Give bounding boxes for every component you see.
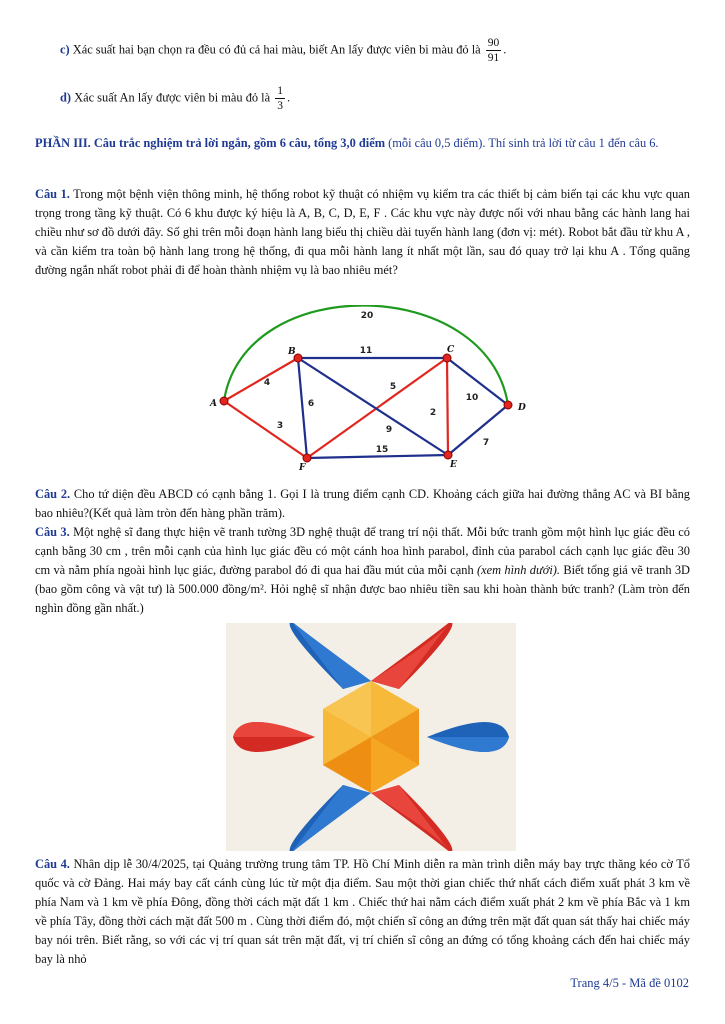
item-d: d) Xác suất An lấy được viên bi màu đỏ là $\frac{1}{3}$ . <box>60 85 291 112</box>
edge-e-d <box>448 405 508 455</box>
node-f <box>303 454 311 462</box>
q3-text-b: Biết tổng giá vẽ tranh 3D (bao gồm công và vật tư) là 500.000 đồng/m². Hỏi nghệ sĩ nhận được bao nhiêu tiền sau khi hoàn thành bức tranh? (Làm tròn đến nghìn đồng gần nhất.) <box>35 563 691 615</box>
node-label-d: D <box>518 403 526 413</box>
node-label-c: C <box>447 345 455 355</box>
edge-c-e <box>447 358 448 455</box>
edge-weight-b-e: 9 <box>385 425 393 435</box>
item-c-label: c) <box>60 42 70 57</box>
item-c: c) Xác suất hai bạn chọn ra đều có đủ cả hai màu, biết An lấy được viên bi màu đỏ là $\frac{90}{91}$ . <box>60 37 507 64</box>
node-d <box>504 401 512 409</box>
node-a <box>220 397 228 405</box>
item-d-den: 3 <box>277 100 283 112</box>
edge-weight-b-c: 11 <box>359 346 373 356</box>
edge-a-f <box>224 401 307 458</box>
node-e <box>444 451 452 459</box>
question-2 <box>35 485 690 523</box>
part3-heading-bold: PHẦN III. Câu trắc nghiệm trả lời ngắn, gồm 6 câu, tổng 3,0 điểm <box>35 136 386 150</box>
edge-f-e <box>307 455 448 458</box>
node-c <box>443 354 451 362</box>
corridor-graph <box>195 305 535 475</box>
item-d-fraction <box>275 84 285 113</box>
q3-text-italic: (xem hình dưới). <box>477 563 560 577</box>
q3-label: Câu 3. <box>35 525 70 539</box>
edge-weight-a-f: 3 <box>276 421 284 431</box>
q4-label: Câu 4. <box>35 857 70 871</box>
item-c-fraction <box>486 36 502 65</box>
edge-weight-b-f: 6 <box>307 399 315 409</box>
edge-weight-e-d: 7 <box>482 438 490 448</box>
node-label-f: F <box>299 463 306 473</box>
edge-b-f <box>298 358 307 458</box>
question-4 <box>35 855 690 969</box>
part3-heading-rest: (mỗi câu 0,5 điểm). Thí sinh trả lời từ câu 1 đến câu 6. <box>385 136 659 150</box>
page-footer: Trang 4/5 - Mã đề 0102 <box>570 976 689 990</box>
item-c-num: 90 <box>487 37 500 49</box>
node-label-b: B <box>288 347 296 357</box>
part3-heading <box>35 134 690 153</box>
edge-weight-c-d: 10 <box>465 393 479 403</box>
item-d-text: Xác suất An lấy được viên bi màu đỏ là <box>74 90 271 105</box>
node-label-e: E <box>450 460 457 470</box>
item-c-text: Xác suất hai bạn chọn ra đều có đủ cả hai màu, biết An lấy được viên bi màu đỏ là <box>72 42 481 57</box>
q2-text: Cho tứ diện đều ABCD có cạnh bằng 1. Gọi I là trung điểm cạnh CD. Khoảng cách giữa hai đường thẳng AC và BI bằng bao nhiêu?(Kết quả làm tròn đến hàng phần trăm). <box>35 487 690 520</box>
graph-labels <box>264 311 489 455</box>
edge-weight-c-f: 5 <box>389 382 397 392</box>
q2-label: Câu 2. <box>35 487 71 501</box>
item-d-num: 1 <box>277 85 283 97</box>
question-3 <box>35 523 690 618</box>
q1-text: Trong một bệnh viện thông minh, hệ thống robot kỹ thuật có nhiệm vụ kiểm tra các thiết bị cảm biến tại các khu vực quan trọng trong tầng kỹ thuật. Có 6 khu được ký hiệu là A, B, C, D, E, F . Các khu vực này được nối với nhau bằng các hành lang hai chiều như sơ đồ dưới đây. Số ghi trên mỗi đoạn hành lang biểu thị chiều dài tuyến hành lang (đơn vị: mét). Robot bắt đầu từ khu A , và cần kiểm tra toàn bộ hành lang trong hệ thống, đi qua mỗi hành lang ít nhất một lần, sau đó quay trở lại khu A . Tổng quãng đường ngắn nhất robot phải đi để hoàn thành nhiệm vụ là bao nhiêu mét? <box>35 187 690 277</box>
item-d-label: d) <box>60 90 72 105</box>
edge-weight-a-d: 20 <box>360 311 374 321</box>
q3-text-a: Một nghệ sĩ đang thực hiện vẽ tranh tường 3D nghệ thuật để trang trí nội thất. Mỗi bức tranh gồm một hình lục giác đều có cạnh bằng 30 cm , trên mỗi cạnh của hình lục giác đều có một cánh hoa hình parabol, đỉnh của parabol cách cạnh lục giác đều 30 cm và nằm phía ngoài hình lục giác, đường parabol đó đi qua hai đầu mút của mỗi cạnh <box>35 525 690 577</box>
graph-nodes <box>209 345 526 473</box>
edge-weight-c-e: 2 <box>429 408 437 418</box>
question-1 <box>35 185 690 280</box>
q4-text: Nhân dịp lễ 30/4/2025, tại Quảng trường trung tâm TP. Hồ Chí Minh diễn ra màn trình diễn máy bay trực thăng kéo cờ Tổ quốc và cờ Đảng. Hai máy bay cất cánh cùng lúc từ một địa điểm. Sau một thời gian chiếc thứ nhất cách điểm xuất phát 3 km về phía Nam và 1 km về phía Đông, đồng thời cách mặt đất 1 km . Chiếc thứ hai nằm cách điểm xuất phát 2 km về phía Bắc và 1 km về phía Tây, đồng thời cách mặt đất 500 m . Cùng thời điểm đó, một chiến sĩ công an đứng trên mặt đất quan sát thấy hai chiếc máy bay nói trên. Biết rằng, so với các vị trí quan sát trên mặt đất, vị trí chiến sĩ công an đứng có tổng khoảng cách đến hai chiếc máy bay là nhỏ <box>35 857 690 966</box>
edge-weight-f-e: 15 <box>375 445 389 455</box>
item-c-den: 91 <box>487 52 500 64</box>
edge-weight-a-b: 4 <box>263 378 271 388</box>
node-label-a: A <box>210 399 217 409</box>
edge-a-b <box>224 358 298 401</box>
q1-label: Câu 1. <box>35 187 70 201</box>
flower-hexagon-picture <box>226 623 516 851</box>
